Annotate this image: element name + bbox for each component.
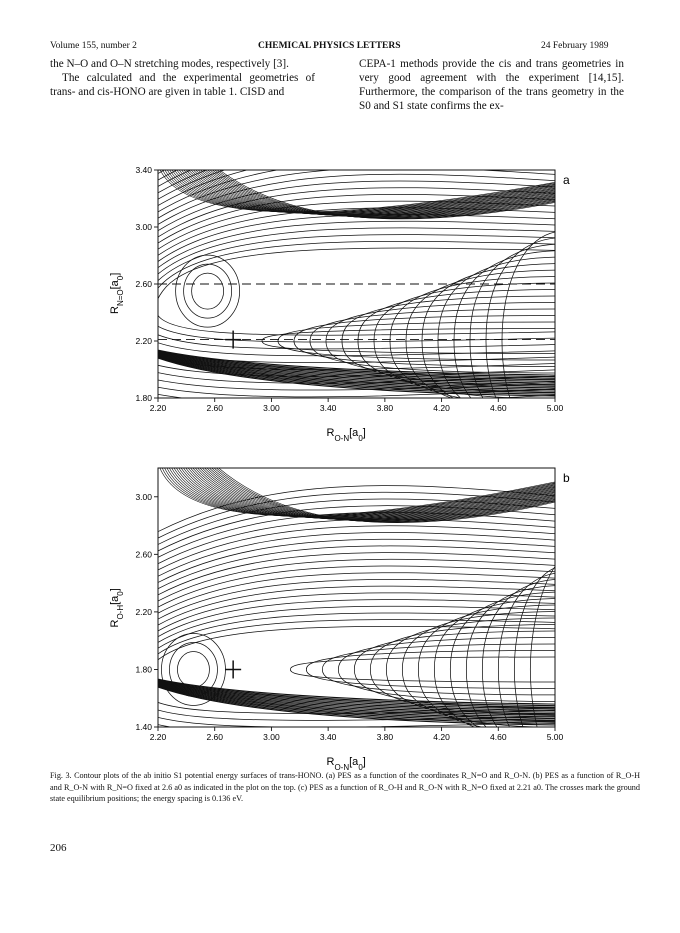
x-tick-label: 2.60 (206, 403, 223, 413)
x-tick-label: 4.60 (490, 403, 507, 413)
contour-outer (0, 114, 565, 472)
y-tick-label: 3.40 (135, 165, 152, 175)
contour-outer (42, 546, 565, 796)
contour-open (354, 631, 565, 708)
contour-open (466, 585, 565, 753)
contour-outer (0, 107, 565, 479)
contour-open (370, 624, 565, 714)
x-tick-label: 3.40 (319, 403, 337, 413)
contour-outer (7, 127, 565, 458)
y-tick-label: 3.00 (135, 491, 152, 502)
x-tick-label: 3.00 (263, 403, 280, 413)
x-tick-label: 3.00 (263, 732, 280, 742)
contour-outer (23, 141, 565, 445)
contour-outer (34, 539, 565, 802)
panel-label: b (563, 471, 570, 485)
contour-open (342, 296, 565, 386)
contour-panel-a (0, 107, 570, 479)
contour-closed (177, 651, 209, 687)
x-tick-label: 5.00 (546, 403, 564, 413)
y-tick-label: 2.20 (135, 336, 152, 346)
figure-caption: Fig. 3. Contour plots of the ab initio S1 potential energy surfaces of trans-HONO. (a) PES as a function of the coordinates R_N=O and R_O-N. (b) PES as a function of R_O-H and R_O-N with R_N=O fixed at 2.6 a0 as indicated in the plot on the top. (c) PES as a function of R_O-H and R_O-N with R_N=O fixed at 2.21 a0. The crosses mark the ground state equilibrium positions; the energy spacing is 0.136 eV. (50, 771, 640, 803)
y-tick-label: 1.80 (135, 664, 152, 675)
x-tick-label: 3.40 (319, 732, 337, 742)
header-volume: Volume 155, number 2 (50, 41, 137, 51)
x-tick-label: 3.80 (376, 403, 394, 413)
contour-outer (0, 121, 565, 466)
y-tick-label: 3.00 (135, 222, 152, 232)
contour-closed (184, 264, 232, 318)
contour-outer (125, 613, 565, 727)
x-tick-label: 5.00 (546, 732, 564, 742)
x-tick-label: 2.20 (149, 732, 167, 742)
x-tick-label: 4.60 (490, 732, 507, 742)
y-tick-label: 2.60 (135, 549, 152, 560)
y-axis-label: $R_{O-H}[a_0]$ (109, 588, 125, 628)
left-paragraph-end: the N–O and O–N stretching modes, respectively [3]. (50, 58, 289, 70)
header-date: 24 February 1989 (541, 41, 609, 51)
contour-lines (0, 107, 565, 479)
contour-open (290, 657, 565, 682)
header-journal: CHEMICAL PHYSICS LETTERS (258, 41, 401, 51)
x-tick-label: 4.20 (433, 732, 450, 742)
x-tick-label: 3.80 (376, 732, 394, 742)
left-paragraph: The calculated and the experimental geometries of trans- and cis-HONO are given in table 1. CISD and (50, 72, 315, 98)
x-axis-label: $R_{O-N}[a_0]$ (326, 756, 366, 772)
contour-open (326, 303, 565, 380)
contour-outer (26, 532, 565, 809)
x-tick-label: 2.20 (149, 403, 167, 413)
y-tick-label: 2.60 (135, 279, 152, 289)
contour-open (502, 231, 565, 451)
right-paragraph: CEPA-1 methods provide the cis and trans geometries in very good agreement with the experiment [14,15]. Furthermore, the comparison of the trans geometry in the S0 and S1 state confirms the ex- (359, 58, 624, 112)
contour-outer (139, 235, 565, 349)
y-axis-label: $R_{N=O}[a_0]$ (109, 272, 125, 314)
contour-outer (89, 194, 565, 390)
y-tick-label: 2.20 (135, 606, 152, 617)
x-tick-label: 2.60 (206, 732, 223, 742)
y-tick-label: 1.80 (135, 393, 152, 403)
x-axis-label: $R_{O-N}[a_0]$ (326, 427, 366, 443)
contour-closed (192, 273, 224, 309)
x-tick-label: 4.20 (433, 403, 450, 413)
contour-outer (15, 134, 565, 452)
contour-closed (176, 255, 240, 327)
panel-label: a (563, 173, 570, 187)
y-tick-label: 1.40 (135, 722, 152, 732)
page-number: 206 (50, 842, 67, 854)
